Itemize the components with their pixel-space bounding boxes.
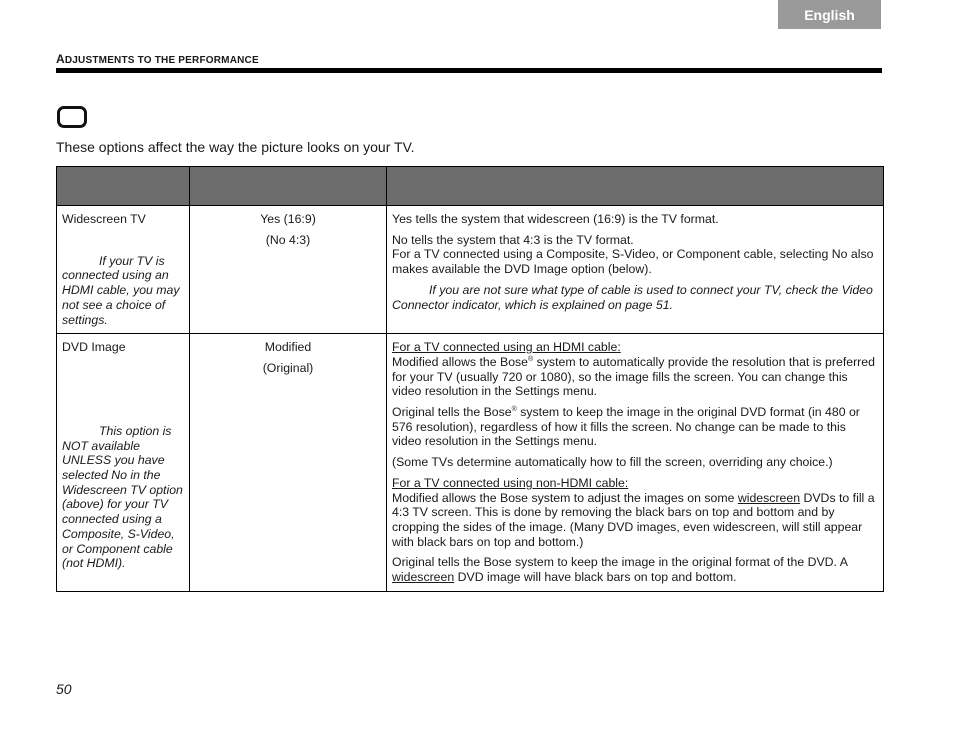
settings-cell: [190, 334, 387, 592]
description-note: If you are not sure what type of cable is used to connect your TV, check the Video Connector indicator, which is explained on page 51.: [392, 282, 873, 312]
section-title: [56, 52, 259, 66]
options-table: [56, 166, 884, 592]
description-text: Original tells the Bose® system to keep the image in the original DVD format (in 480 or 576 resolution), regardless of how it fills the screen. No change can be made to this video resolution in the Settings menu.: [392, 405, 860, 449]
section-title-initial: A: [56, 52, 65, 66]
header-cell-description: [387, 167, 884, 206]
header-cell-settings: [190, 167, 387, 206]
option-cell: [57, 334, 190, 592]
language-tab[interactable]: English: [778, 0, 881, 29]
description-cell: [387, 206, 884, 334]
subheading-hdmi: For a TV connected using an HDMI cable:: [392, 340, 621, 355]
table-row: [57, 334, 884, 592]
table-row: [57, 206, 884, 334]
description-text: For a TV connected using an HDMI cable: Modified allows the Bose® system to automatically provide the resolution that is preferred for your TV (usually 720 or 1080), so the image fills the screen. You can change this video resolution in the Settings menu.: [392, 340, 875, 399]
description-cell: [387, 334, 884, 592]
header-cell-option: [57, 167, 190, 206]
option-name-dvd-image: DVD Image: [62, 340, 126, 355]
option-name-widescreen-tv: Widescreen TV: [62, 212, 146, 226]
description-text: Yes tells the system that widescreen (16:9) is the TV format.: [392, 212, 719, 226]
description-text: For a TV connected using non-HDMI cable: Modified allows the Bose system to adjust the images on some widescreen DVDs to fill a 4:3 TV screen. This is done by removing the black bars on top and bottom and by cropping the sides of the image. (Many DVD images, even widescreen, will still appear with black bars on top and bottom.): [392, 475, 875, 549]
description-text: (Some TVs determine automatically how to fill the screen, overriding any choice.): [392, 455, 833, 470]
setting-value-alt: (No 4:3): [265, 232, 311, 247]
intro-text: These options affect the way the picture looks on your TV.: [56, 139, 415, 155]
settings-cell: [190, 206, 387, 334]
section-title-rest: DJUSTMENTS TO THE PERFORMANCE: [64, 55, 259, 66]
setting-value-default: Modified: [264, 340, 312, 355]
description-text: Original tells the Bose system to keep the image in the original format of the DVD. A widescreen DVD image will have black bars on top and bottom.: [392, 555, 848, 585]
option-note: If your TV is connected using an HDMI cable, you may not see a choice of settings.: [62, 253, 180, 327]
subheading-non-hdmi: For a TV connected using non-HDMI cable:: [392, 475, 629, 490]
page-number: 50: [56, 681, 72, 697]
section-rule: [56, 68, 882, 73]
setting-value-default: Yes (16:9): [260, 212, 316, 226]
description-text: No tells the system that 4:3 is the TV format. For a TV connected using a Composite, S-Video, or Component cable, selecting No also makes available the DVD Image option (below).: [392, 232, 874, 277]
option-cell: [57, 206, 190, 334]
tv-icon: [57, 106, 87, 128]
table-header-row: [57, 167, 884, 206]
option-note: This option is NOT available UNLESS you have selected No in the Widescreen TV option (above) for your TV connected using a Composite, S-Video, or Component cable (not HDMI).: [62, 423, 183, 571]
setting-value-alt: (Original): [262, 360, 314, 375]
